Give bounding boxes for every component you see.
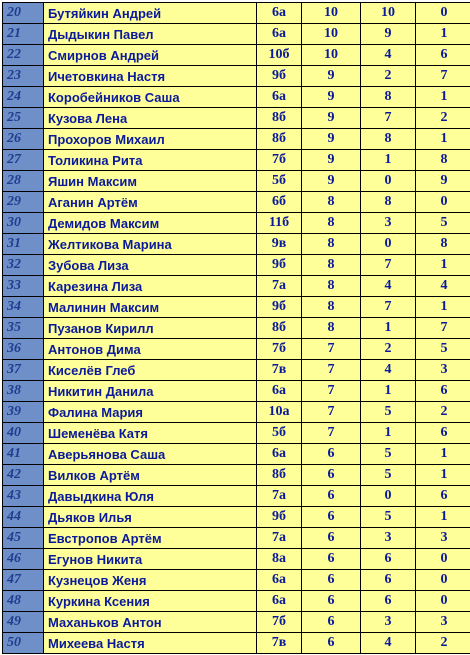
- student-name-cell[interactable]: Дыдыкин Павел: [44, 24, 257, 45]
- score-total-cell[interactable]: 7: [302, 402, 361, 423]
- class-cell[interactable]: 5б: [257, 171, 302, 192]
- table-row: [3, 423, 470, 444]
- score-third-cell[interactable]: 0: [416, 591, 470, 612]
- row-number-cell[interactable]: 34: [3, 297, 44, 318]
- score-total-cell[interactable]: 10: [302, 24, 361, 45]
- class-cell[interactable]: 6а: [257, 87, 302, 108]
- score-third-cell[interactable]: 8: [416, 150, 470, 171]
- score-total-cell[interactable]: 8: [302, 297, 361, 318]
- score-second-cell[interactable]: 4: [361, 45, 416, 66]
- row-number-cell[interactable]: 45: [3, 528, 44, 549]
- table-row: [3, 570, 470, 591]
- score-second-cell[interactable]: 7: [361, 108, 416, 129]
- score-second-cell[interactable]: 9: [361, 24, 416, 45]
- score-third-cell[interactable]: 6: [416, 45, 470, 66]
- row-number-cell[interactable]: 40: [3, 423, 44, 444]
- student-name-cell[interactable]: Шеменёва Катя: [44, 423, 257, 444]
- student-name-cell[interactable]: Куркина Ксения: [44, 591, 257, 612]
- student-name-cell[interactable]: Ичетовкина Настя: [44, 66, 257, 87]
- score-total-cell[interactable]: 6: [302, 591, 361, 612]
- table-row: [3, 213, 470, 234]
- score-second-cell[interactable]: 4: [361, 360, 416, 381]
- table-row: [3, 150, 470, 171]
- score-third-cell[interactable]: 2: [416, 108, 470, 129]
- table-row: [3, 129, 470, 150]
- score-total-cell[interactable]: 9: [302, 108, 361, 129]
- class-cell[interactable]: 6а: [257, 444, 302, 465]
- score-second-cell[interactable]: 0: [361, 234, 416, 255]
- class-cell[interactable]: 7б: [257, 339, 302, 360]
- student-name-cell[interactable]: Евстропов Артём: [44, 528, 257, 549]
- score-total-cell[interactable]: 7: [302, 360, 361, 381]
- score-total-cell[interactable]: 8: [302, 255, 361, 276]
- row-number-cell[interactable]: 38: [3, 381, 44, 402]
- score-total-cell[interactable]: 9: [302, 87, 361, 108]
- table-row: [3, 45, 470, 66]
- score-total-cell[interactable]: 8: [302, 318, 361, 339]
- score-total-cell[interactable]: 6: [302, 465, 361, 486]
- class-cell[interactable]: 6а: [257, 591, 302, 612]
- student-name-cell[interactable]: Аганин Артём: [44, 192, 257, 213]
- score-third-cell[interactable]: 1: [416, 297, 470, 318]
- row-number-cell[interactable]: 41: [3, 444, 44, 465]
- score-third-cell[interactable]: 0: [416, 3, 470, 24]
- score-third-cell[interactable]: 3: [416, 360, 470, 381]
- class-cell[interactable]: 9б: [257, 255, 302, 276]
- student-name-cell[interactable]: Фалина Мария: [44, 402, 257, 423]
- score-second-cell[interactable]: 10: [361, 3, 416, 24]
- score-second-cell[interactable]: 0: [361, 486, 416, 507]
- score-total-cell[interactable]: 6: [302, 444, 361, 465]
- score-total-cell[interactable]: 8: [302, 213, 361, 234]
- score-total-cell[interactable]: 6: [302, 570, 361, 591]
- student-name-cell[interactable]: Бутяйкин Андрей: [44, 3, 257, 24]
- score-second-cell[interactable]: 4: [361, 276, 416, 297]
- score-third-cell[interactable]: 5: [416, 213, 470, 234]
- score-second-cell[interactable]: 3: [361, 213, 416, 234]
- score-second-cell[interactable]: 6: [361, 591, 416, 612]
- table-row: [3, 297, 470, 318]
- class-cell[interactable]: 11б: [257, 213, 302, 234]
- class-cell[interactable]: 6а: [257, 3, 302, 24]
- class-cell[interactable]: 10б: [257, 45, 302, 66]
- score-third-cell[interactable]: 2: [416, 402, 470, 423]
- score-total-cell[interactable]: 6: [302, 549, 361, 570]
- table-row: [3, 486, 470, 507]
- score-second-cell[interactable]: 4: [361, 633, 416, 654]
- score-third-cell[interactable]: 4: [416, 276, 470, 297]
- score-second-cell[interactable]: 3: [361, 528, 416, 549]
- student-name-cell[interactable]: Киселёв Глеб: [44, 360, 257, 381]
- score-third-cell[interactable]: 0: [416, 570, 470, 591]
- score-total-cell[interactable]: 9: [302, 129, 361, 150]
- row-number-cell[interactable]: 21: [3, 24, 44, 45]
- score-third-cell[interactable]: 1: [416, 24, 470, 45]
- table-row: [3, 444, 470, 465]
- row-number-cell[interactable]: 27: [3, 150, 44, 171]
- score-total-cell[interactable]: 7: [302, 339, 361, 360]
- score-third-cell[interactable]: 3: [416, 528, 470, 549]
- student-name-cell[interactable]: Кузова Лена: [44, 108, 257, 129]
- score-second-cell[interactable]: 1: [361, 150, 416, 171]
- score-third-cell[interactable]: 1: [416, 255, 470, 276]
- row-number-cell[interactable]: 36: [3, 339, 44, 360]
- row-number-cell[interactable]: 23: [3, 66, 44, 87]
- score-second-cell[interactable]: 7: [361, 297, 416, 318]
- class-cell[interactable]: 6б: [257, 192, 302, 213]
- student-name-cell[interactable]: Антонов Дима: [44, 339, 257, 360]
- student-name-cell[interactable]: Желтикова Марина: [44, 234, 257, 255]
- class-cell[interactable]: 7б: [257, 150, 302, 171]
- score-second-cell[interactable]: 6: [361, 549, 416, 570]
- table-row: [3, 507, 470, 528]
- student-name-cell[interactable]: Давыдкина Юля: [44, 486, 257, 507]
- score-third-cell[interactable]: 9: [416, 171, 470, 192]
- score-third-cell[interactable]: 0: [416, 192, 470, 213]
- class-cell[interactable]: 7в: [257, 633, 302, 654]
- row-number-cell[interactable]: 37: [3, 360, 44, 381]
- student-name-cell[interactable]: Толикина Рита: [44, 150, 257, 171]
- score-third-cell[interactable]: 1: [416, 87, 470, 108]
- score-total-cell[interactable]: 9: [302, 150, 361, 171]
- score-total-cell[interactable]: 6: [302, 507, 361, 528]
- score-second-cell[interactable]: 7: [361, 255, 416, 276]
- table-row: [3, 402, 470, 423]
- class-cell[interactable]: 7в: [257, 360, 302, 381]
- row-number-cell[interactable]: 43: [3, 486, 44, 507]
- class-cell[interactable]: 10а: [257, 402, 302, 423]
- score-third-cell[interactable]: 8: [416, 234, 470, 255]
- score-third-cell[interactable]: 3: [416, 612, 470, 633]
- score-third-cell[interactable]: 0: [416, 549, 470, 570]
- row-number-cell[interactable]: 31: [3, 234, 44, 255]
- row-number-cell[interactable]: 28: [3, 171, 44, 192]
- class-cell[interactable]: 8б: [257, 129, 302, 150]
- student-name-cell[interactable]: Малинин Максим: [44, 297, 257, 318]
- score-second-cell[interactable]: 5: [361, 444, 416, 465]
- score-total-cell[interactable]: 8: [302, 192, 361, 213]
- class-cell[interactable]: 8б: [257, 108, 302, 129]
- score-third-cell[interactable]: 5: [416, 339, 470, 360]
- student-name-cell[interactable]: Аверьянова Саша: [44, 444, 257, 465]
- row-number-cell[interactable]: 30: [3, 213, 44, 234]
- student-name-cell[interactable]: Егунов Никита: [44, 549, 257, 570]
- score-second-cell[interactable]: 8: [361, 129, 416, 150]
- score-total-cell[interactable]: 6: [302, 528, 361, 549]
- table-row: [3, 24, 470, 45]
- class-cell[interactable]: 8б: [257, 318, 302, 339]
- score-third-cell[interactable]: 2: [416, 633, 470, 654]
- table-row: [3, 633, 470, 654]
- score-total-cell[interactable]: 10: [302, 45, 361, 66]
- score-total-cell[interactable]: 9: [302, 171, 361, 192]
- row-number-cell[interactable]: 42: [3, 465, 44, 486]
- score-total-cell[interactable]: 7: [302, 423, 361, 444]
- results-table: [2, 2, 470, 654]
- row-number-cell[interactable]: 26: [3, 129, 44, 150]
- row-number-cell[interactable]: 50: [3, 633, 44, 654]
- table-row: [3, 234, 470, 255]
- score-third-cell[interactable]: 6: [416, 423, 470, 444]
- score-second-cell[interactable]: 8: [361, 87, 416, 108]
- table-row: [3, 360, 470, 381]
- table-row: [3, 549, 470, 570]
- score-second-cell[interactable]: 5: [361, 465, 416, 486]
- score-total-cell[interactable]: 7: [302, 381, 361, 402]
- row-number-cell[interactable]: 20: [3, 3, 44, 24]
- student-name-cell[interactable]: Вилков Артём: [44, 465, 257, 486]
- class-cell[interactable]: 6а: [257, 24, 302, 45]
- row-number-cell[interactable]: 33: [3, 276, 44, 297]
- student-name-cell[interactable]: Карезина Лиза: [44, 276, 257, 297]
- table-row: [3, 381, 470, 402]
- class-cell[interactable]: 6а: [257, 570, 302, 591]
- table-row: [3, 87, 470, 108]
- class-cell[interactable]: 9в: [257, 234, 302, 255]
- student-name-cell[interactable]: Зубова Лиза: [44, 255, 257, 276]
- score-second-cell[interactable]: 2: [361, 66, 416, 87]
- table-row: [3, 192, 470, 213]
- student-name-cell[interactable]: Никитин Данила: [44, 381, 257, 402]
- student-name-cell[interactable]: Пузанов Кирилл: [44, 318, 257, 339]
- row-number-cell[interactable]: 44: [3, 507, 44, 528]
- table-row: [3, 66, 470, 87]
- score-total-cell[interactable]: 6: [302, 486, 361, 507]
- row-number-cell[interactable]: 46: [3, 549, 44, 570]
- table-row: [3, 339, 470, 360]
- student-name-cell[interactable]: Яшин Максим: [44, 171, 257, 192]
- score-total-cell[interactable]: 9: [302, 66, 361, 87]
- table-row: [3, 171, 470, 192]
- row-number-cell[interactable]: 49: [3, 612, 44, 633]
- score-third-cell[interactable]: 1: [416, 444, 470, 465]
- student-name-cell[interactable]: Михеева Настя: [44, 633, 257, 654]
- score-second-cell[interactable]: 1: [361, 318, 416, 339]
- score-total-cell[interactable]: 8: [302, 276, 361, 297]
- student-name-cell[interactable]: Маханьков Антон: [44, 612, 257, 633]
- score-second-cell[interactable]: 1: [361, 381, 416, 402]
- student-name-cell[interactable]: Кузнецов Женя: [44, 570, 257, 591]
- score-second-cell[interactable]: 3: [361, 612, 416, 633]
- score-second-cell[interactable]: 0: [361, 171, 416, 192]
- class-cell[interactable]: 6а: [257, 381, 302, 402]
- score-second-cell[interactable]: 2: [361, 339, 416, 360]
- table-row: [3, 318, 470, 339]
- row-number-cell[interactable]: 35: [3, 318, 44, 339]
- row-number-cell[interactable]: 29: [3, 192, 44, 213]
- class-cell[interactable]: 9б: [257, 297, 302, 318]
- score-second-cell[interactable]: 5: [361, 507, 416, 528]
- score-total-cell[interactable]: 6: [302, 633, 361, 654]
- score-second-cell[interactable]: 1: [361, 423, 416, 444]
- table-row: [3, 612, 470, 633]
- score-third-cell[interactable]: 6: [416, 381, 470, 402]
- row-number-cell[interactable]: 22: [3, 45, 44, 66]
- table-row: [3, 276, 470, 297]
- student-name-cell[interactable]: Прохоров Михаил: [44, 129, 257, 150]
- class-cell[interactable]: 7б: [257, 612, 302, 633]
- student-name-cell[interactable]: Смирнов Андрей: [44, 45, 257, 66]
- class-cell[interactable]: 7а: [257, 486, 302, 507]
- score-total-cell[interactable]: 8: [302, 234, 361, 255]
- table-row: [3, 108, 470, 129]
- row-number-cell[interactable]: 32: [3, 255, 44, 276]
- class-cell[interactable]: 9б: [257, 507, 302, 528]
- student-name-cell[interactable]: Демидов Максим: [44, 213, 257, 234]
- score-second-cell[interactable]: 8: [361, 192, 416, 213]
- score-third-cell[interactable]: 7: [416, 318, 470, 339]
- row-number-cell[interactable]: 25: [3, 108, 44, 129]
- table-row: [3, 3, 470, 24]
- row-number-cell[interactable]: 39: [3, 402, 44, 423]
- score-second-cell[interactable]: 5: [361, 402, 416, 423]
- score-third-cell[interactable]: 7: [416, 66, 470, 87]
- student-name-cell[interactable]: Дьяков Илья: [44, 507, 257, 528]
- table-row: [3, 591, 470, 612]
- class-cell[interactable]: 7а: [257, 528, 302, 549]
- class-cell[interactable]: 9б: [257, 66, 302, 87]
- student-name-cell[interactable]: Коробейников Саша: [44, 87, 257, 108]
- table-row: [3, 465, 470, 486]
- score-total-cell[interactable]: 10: [302, 3, 361, 24]
- score-third-cell[interactable]: 6: [416, 486, 470, 507]
- class-cell[interactable]: 8а: [257, 549, 302, 570]
- row-number-cell[interactable]: 48: [3, 591, 44, 612]
- score-third-cell[interactable]: 1: [416, 465, 470, 486]
- results-table-body: [3, 3, 470, 654]
- class-cell[interactable]: 7а: [257, 276, 302, 297]
- row-number-cell[interactable]: 24: [3, 87, 44, 108]
- score-third-cell[interactable]: 1: [416, 129, 470, 150]
- table-row: [3, 255, 470, 276]
- class-cell[interactable]: 8б: [257, 465, 302, 486]
- table-row: [3, 528, 470, 549]
- score-second-cell[interactable]: 6: [361, 570, 416, 591]
- score-third-cell[interactable]: 1: [416, 507, 470, 528]
- row-number-cell[interactable]: 47: [3, 570, 44, 591]
- score-total-cell[interactable]: 6: [302, 612, 361, 633]
- class-cell[interactable]: 5б: [257, 423, 302, 444]
